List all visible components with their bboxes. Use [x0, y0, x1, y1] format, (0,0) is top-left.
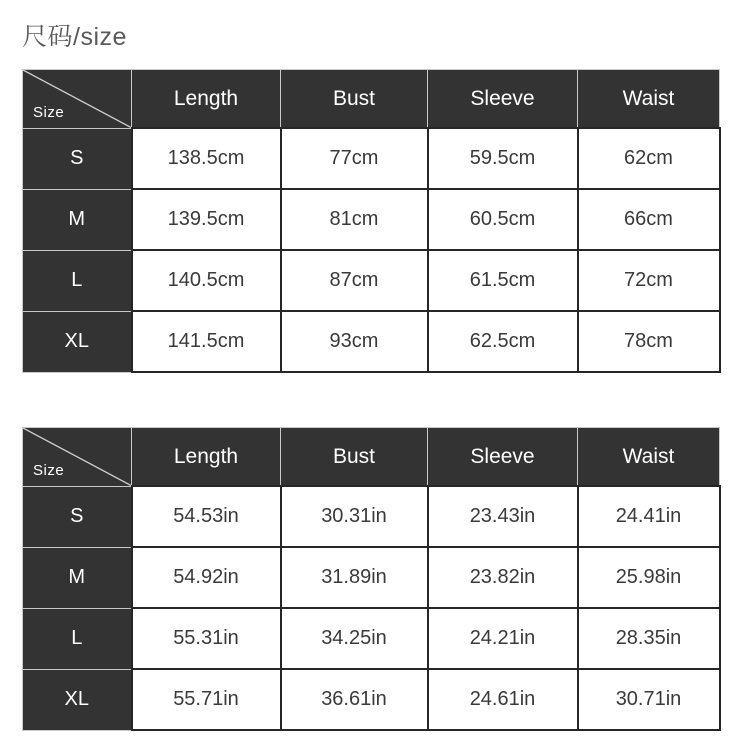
data-cell: 36.61in [281, 669, 428, 730]
table-row-xl [23, 669, 720, 730]
data-cell: 23.43in [428, 486, 578, 547]
table-row-s [23, 128, 720, 189]
data-cell: 30.31in [281, 486, 428, 547]
row-size-cell: S [23, 486, 132, 547]
data-cell: 81cm [281, 189, 428, 250]
corner-label: Size [33, 461, 65, 479]
data-cell: 59.5cm [428, 128, 578, 189]
row-size-cell: S [23, 128, 132, 189]
data-cell: 34.25in [281, 608, 428, 669]
column-header-bust: Bust [281, 70, 428, 129]
data-cell: 24.21in [428, 608, 578, 669]
row-size-cell: XL [23, 669, 132, 730]
data-cell: 77cm [281, 128, 428, 189]
column-header-length: Length [132, 428, 281, 487]
page-title: 尺码/size [22, 23, 127, 51]
data-cell: 60.5cm [428, 189, 578, 250]
data-cell: 138.5cm [132, 128, 281, 189]
data-cell: 55.71in [132, 669, 281, 730]
data-cell: 28.35in [578, 608, 720, 669]
data-cell: 54.92in [132, 547, 281, 608]
data-cell: 23.82in [428, 547, 578, 608]
table-row-m [23, 547, 720, 608]
column-header-waist: Waist [578, 428, 720, 487]
row-size-cell: L [23, 250, 132, 311]
data-cell: 55.31in [132, 608, 281, 669]
corner-cell [23, 428, 132, 487]
data-cell: 30.71in [578, 669, 720, 730]
data-cell: 54.53in [132, 486, 281, 547]
header-row [23, 70, 720, 129]
column-header-length: Length [132, 70, 281, 129]
table-row-m [23, 189, 720, 250]
data-cell: 66cm [578, 189, 720, 250]
column-header-bust: Bust [281, 428, 428, 487]
data-cell: 62cm [578, 128, 720, 189]
table-row-l [23, 250, 720, 311]
column-header-sleeve: Sleeve [428, 70, 578, 129]
row-size-cell: XL [23, 311, 132, 372]
data-cell: 31.89in [281, 547, 428, 608]
data-cell: 141.5cm [132, 311, 281, 372]
column-header-waist: Waist [578, 70, 720, 129]
row-size-cell: M [23, 189, 132, 250]
corner-label: Size [33, 103, 65, 121]
table-row-l [23, 608, 720, 669]
size-table-cm [22, 69, 721, 373]
corner-cell [23, 70, 132, 129]
data-cell: 140.5cm [132, 250, 281, 311]
data-cell: 87cm [281, 250, 428, 311]
header-row [23, 428, 720, 487]
row-size-cell: L [23, 608, 132, 669]
data-cell: 139.5cm [132, 189, 281, 250]
row-size-cell: M [23, 547, 132, 608]
data-cell: 78cm [578, 311, 720, 372]
table-row-xl [23, 311, 720, 372]
size-table-inch [22, 427, 721, 731]
data-cell: 62.5cm [428, 311, 578, 372]
data-cell: 24.41in [578, 486, 720, 547]
column-header-sleeve: Sleeve [428, 428, 578, 487]
data-cell: 25.98in [578, 547, 720, 608]
data-cell: 24.61in [428, 669, 578, 730]
data-cell: 61.5cm [428, 250, 578, 311]
data-cell: 93cm [281, 311, 428, 372]
table-row-s [23, 486, 720, 547]
data-cell: 72cm [578, 250, 720, 311]
